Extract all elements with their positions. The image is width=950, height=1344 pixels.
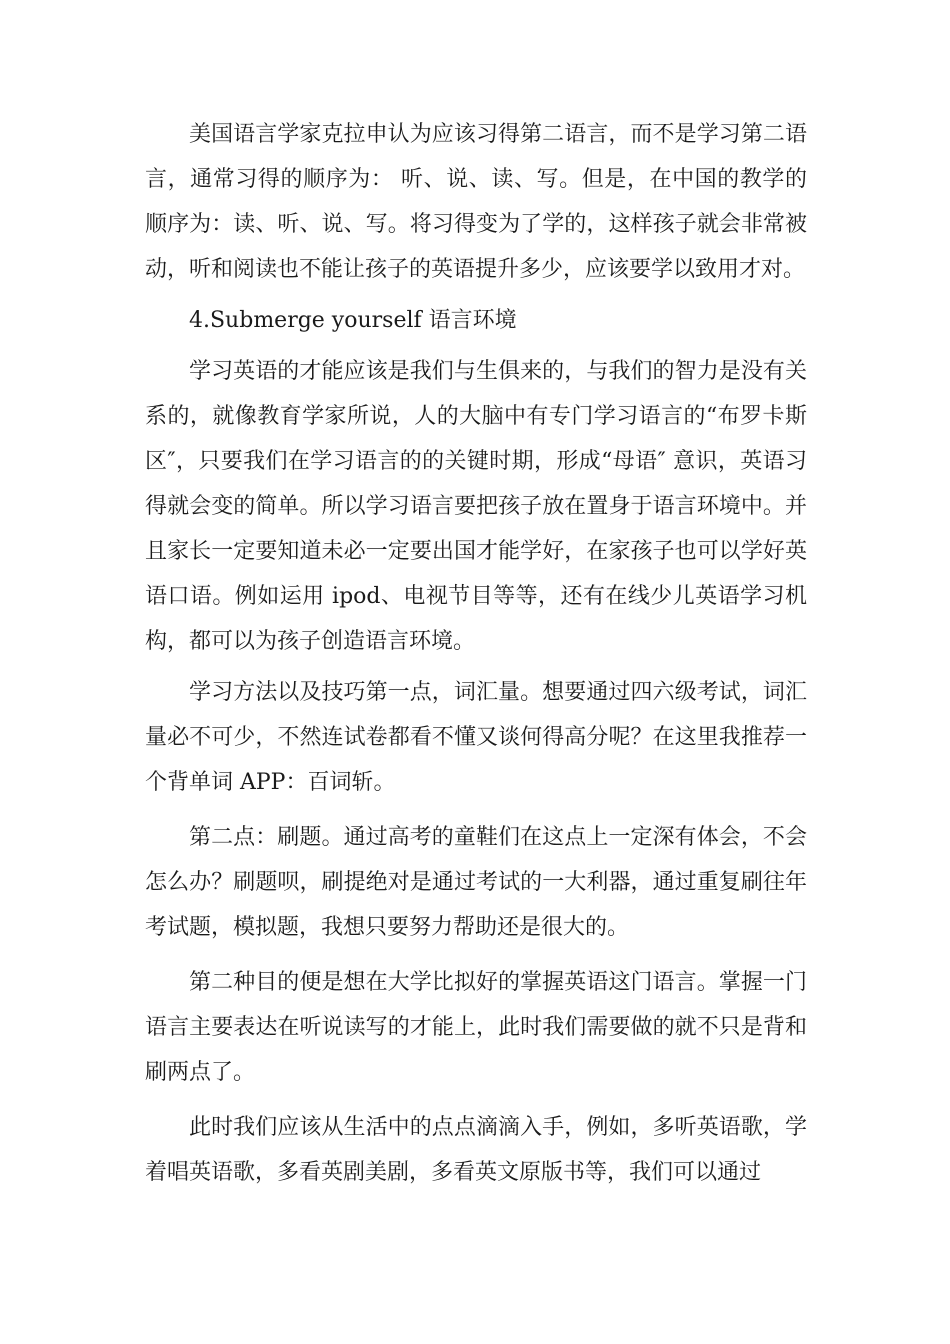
paragraph-daily-life: 此时我们应该从生活中的点点滴滴入手，例如，多听英语歌，学着唱英语歌，多看英剧美剧，多看英文原版书等，我们可以通过 [145, 1115, 807, 1185]
paragraph-language-environment: 学习英语的才能应该是我们与生俱来的，与我们的智力是没有关系的，就像教育学家所说，人的大脑中有专门学习语言的“布罗卡斯区″，只要我们在学习语言的的关键时期，形成“母语″ 意识，英语习得就会变的简单。所以学习语言要把孩子放在置身于语言环境中。并且家长一定要知道未必一定要出国才能学好，在家孩子也可以学好英语口语。例如运用 ipod、电视节目等等，还有在线少儿英语学习机构，都可以为孩子创造语言环境。 [145, 359, 807, 654]
section-heading-submerge: 4.Submerge yourself 语言环境 [189, 308, 517, 333]
paragraph-krashen: 美国语言学家克拉申认为应该习得第二语言，而不是学习第二语言，通常习得的顺序为： 听、说、读、写。但是，在中国的教学的顺序为：读、听、说、写。将习得变为了学的，这样孩子就会非常被动，听和阅读也不能让孩子的英语提升多少，应该要学以致用才对。 [145, 122, 807, 282]
paragraph-second-purpose: 第二种目的便是想在大学比拟好的掌握英语这门语言。掌握一门语言主要表达在听说读写的才能上，此时我们需要做的就不只是背和刷两点了。 [145, 970, 807, 1085]
paragraph-practice-questions: 第二点：刷题。通过高考的童鞋们在这点上一定深有体会，不会怎么办？刷题呗，刷提绝对是通过考试的一大利器，通过重复刷往年考试题，模拟题，我想只要努力帮助还是很大的。 [145, 825, 807, 940]
document-body [145, 112, 807, 1195]
paragraph-vocabulary: 学习方法以及技巧第一点，词汇量。想要通过四六级考试，词汇量必不可少，不然连试卷都看不懂又谈何得高分呢？在这里我推荐一个背单词 APP：百词斩。 [145, 680, 807, 795]
